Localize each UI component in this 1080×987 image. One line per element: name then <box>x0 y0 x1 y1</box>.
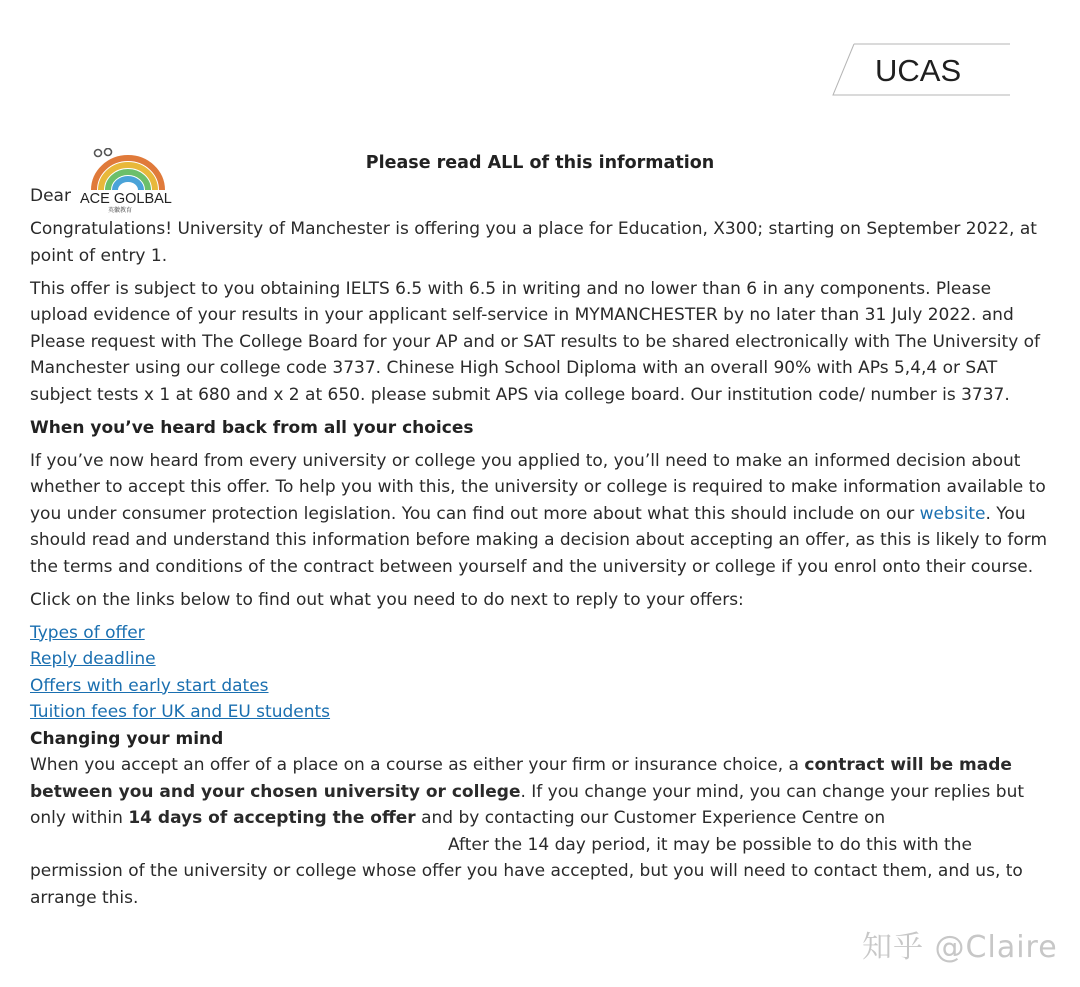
links-intro: Click on the links below to find out what you need to do next to reply to your offers: <box>30 589 744 610</box>
heard-back-heading: When you’ve heard back from all your choices <box>30 417 474 438</box>
website-link[interactable]: website <box>919 503 986 524</box>
ucas-logo <box>832 43 1010 96</box>
link-tuition-fees[interactable]: Tuition fees for UK and EU students <box>30 702 331 722</box>
link-early-start-dates[interactable]: Offers with early start dates <box>30 675 269 696</box>
conditions-paragraph: This offer is subject to you obtaining IELTS 6.5 with 6.5 in writing and no lower than 6 in any components. Please upload evidence of your results in your applicant self-service in MYMANCHESTER by no later than 31 July 2022. and Please request with The College Board for your AP and or SAT results to be shared electronically with The University of Manchester using our college code 3737. Chinese High School Diploma with an overall 90% with APs 5,4,4 or SAT subject tests x 1 at 680 and x 2 at 650. please submit APS via college board. Our institution code/ number is 3737. <box>30 278 1041 405</box>
salutation: Dear <box>30 186 71 206</box>
ace-logo-subtext: 英徽教育 <box>108 207 133 214</box>
link-reply-deadline[interactable]: Reply deadline <box>30 649 156 669</box>
link-types-of-offer[interactable]: Types of offer <box>30 622 145 643</box>
changing-mind-heading: Changing your mind <box>30 728 224 749</box>
ace-logo-text: ACE GOLBAL <box>80 191 172 207</box>
ucas-logo-text: UCAS <box>875 53 962 88</box>
zhihu-watermark: 知乎 @Claire <box>862 930 1058 965</box>
changing-mind-paragraph: When you accept an offer of a place on a course as either your firm or insurance choice, a contract will be made between you and your chosen university or college. If you change your mind, you can change your replies but only within 14 days of accepting the offer and by contacting our Customer Experience Centre on After the 14 day period, it may be possible to do this with the permission of the university or college whose offer you have accepted, but you will need to contact them, and us, to arrange this. <box>30 755 1025 908</box>
intro-paragraph: Congratulations! University of Manchester is offering you a place for Education, X300; starting on September 2022, at point of entry 1. <box>30 219 1037 266</box>
letter-body <box>30 216 1050 911</box>
offer-links-list <box>30 620 1050 726</box>
heard-back-paragraph: If you’ve now heard from every university or college you applied to, you’ll need to make an informed decision about whether to accept this offer. To help you with this, the university or college is required to make information available to you under consumer protection legislation. You can find out more about what this should include on our website. You should read and understand this information before making a decision about accepting an offer, as this is likely to form the terms and conditions of the contract between yourself and the university or college if you enrol onto their course. <box>30 450 1048 577</box>
page-title: Please read ALL of this information <box>365 153 715 173</box>
